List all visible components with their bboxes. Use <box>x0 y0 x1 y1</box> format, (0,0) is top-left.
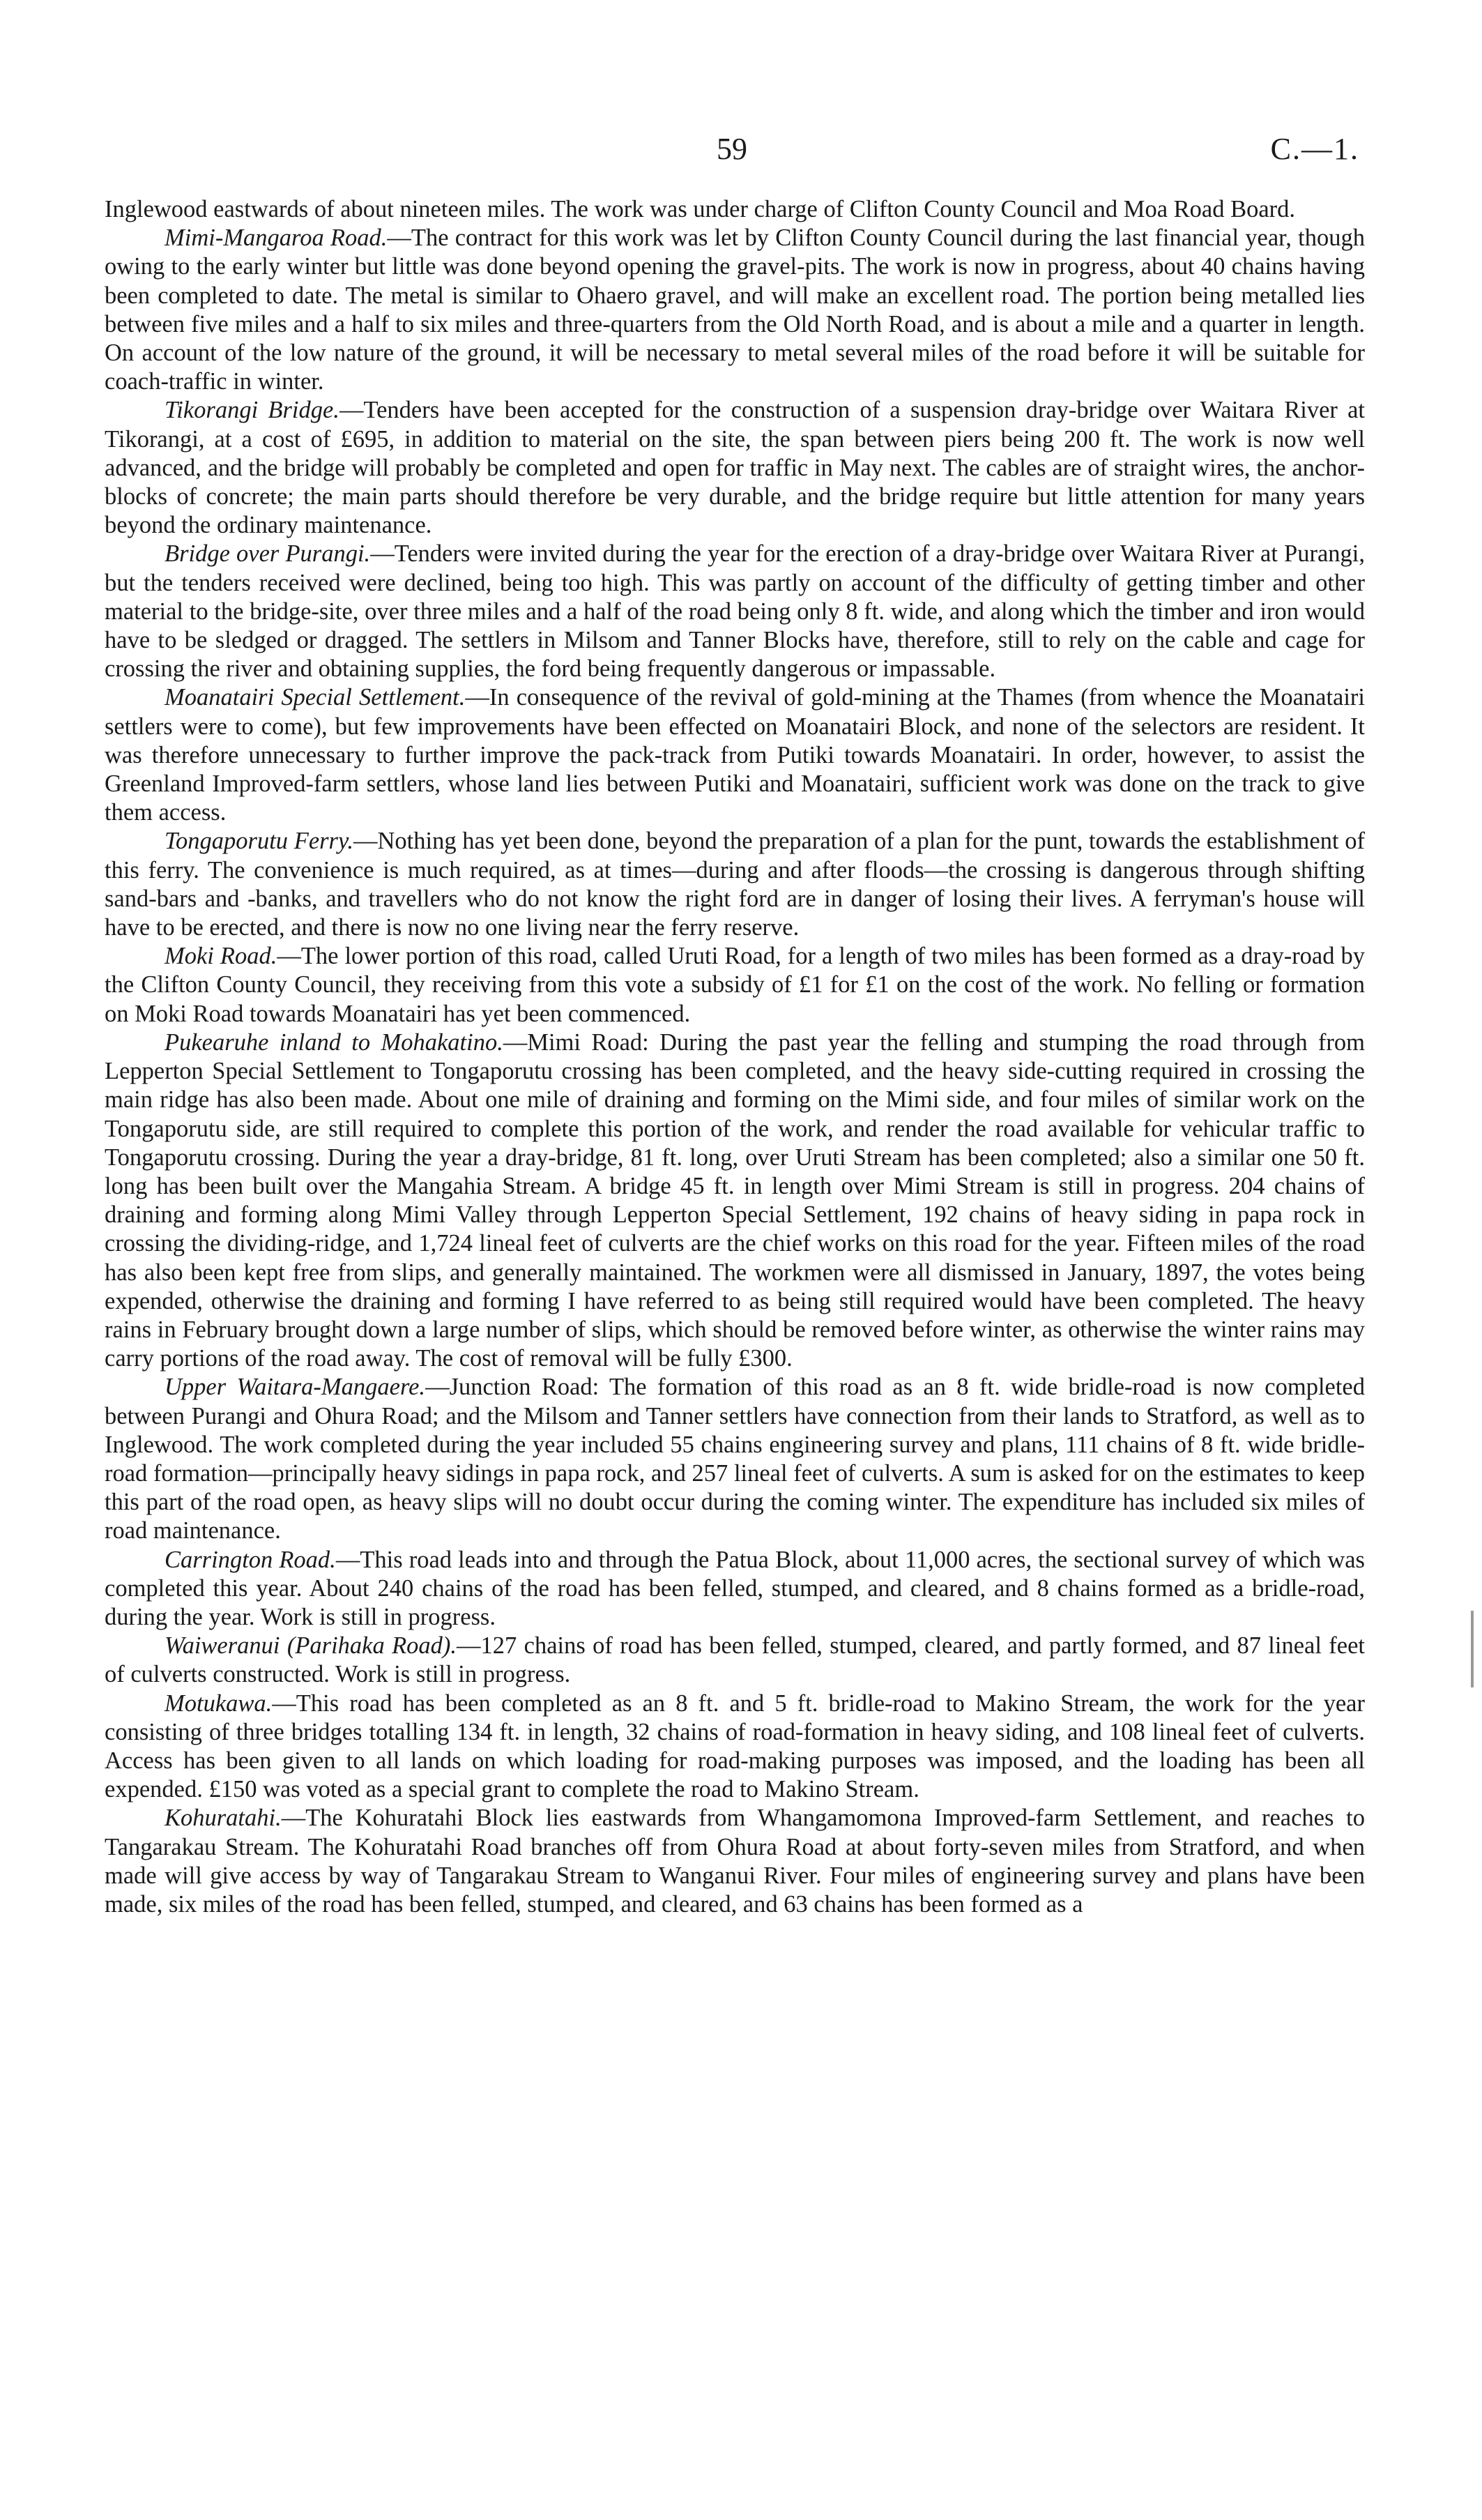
scan-margin-mark <box>1471 1611 1474 1687</box>
paragraph-heading: Tongaporutu Ferry. <box>165 828 354 855</box>
paragraph <box>105 540 1365 683</box>
paragraph <box>105 1632 1365 1689</box>
body-text <box>105 195 1365 1919</box>
paragraph <box>105 195 1365 224</box>
paragraph-heading: Pukearuhe inland to Mohakatino. <box>165 1029 503 1056</box>
paragraph <box>105 1373 1365 1545</box>
paragraph-text: —This road leads into and through the Patua Block, about 11,000 acres, the sectional survey of which was completed this year. About 240 chains of the road has been felled, stumped, and cleared, and 8 chains formed as a bridle-road, during the year. Work is still in progress. <box>105 1546 1365 1630</box>
paragraph <box>105 224 1365 396</box>
paragraph-heading: Bridge over Purangi. <box>165 540 371 568</box>
paragraph <box>105 1690 1365 1805</box>
paragraph-text: —The Kohuratahi Block lies eastwards from Whangamomona Improved-farm Settlement, and reaches to Tangarakau Stream. The Kohuratahi Road branches off from Ohura Road at about forty-seven miles from Stratford, and when made will give access by way of Tangarakau Stream to Wanganui River. Four miles of engineering survey and plans have been made, six miles of the road has been felled, stumped, and cleared, and 63 chains has been formed as a <box>105 1805 1365 1918</box>
paragraph <box>105 1029 1365 1373</box>
paragraph-heading: Waiweranui (Parihaka Road). <box>165 1632 457 1660</box>
paragraph <box>105 827 1365 942</box>
paragraph-text: —127 chains of road has been felled, stumped, cleared, and partly formed, and 87 lineal feet of culverts constructed. Work is still in progress. <box>105 1632 1365 1688</box>
paragraph-text: —Mimi Road: During the past year the felling and stumping the road through from Lepperton Special Settlement to Tongaporutu crossing has been completed, and the heavy side-cutting required in crossing the main ridge has also been made. About one mile of draining and forming on the Mimi side, and four miles of similar work on the Tongaporutu side, are still required to complete this portion of the work, and render the road available for vehicular traffic to Tongaporutu crossing. During the year a dray-bridge, 81 ft. long, over Uruti Stream has been completed; also a similar one 50 ft. long has been built over the Mangahia Stream. A bridge 45 ft. in length over Mimi Stream is still in progress. 204 chains of draining and forming along Mimi Valley through Lepperton Special Settlement, 192 chains of heavy siding in papa rock in crossing the dividing-ridge, and 1,724 lineal feet of culverts are the chief works on this road for the year. Fifteen miles of the road has also been kept free from slips, and generally maintained. The workmen were all dismissed in January, 1897, the votes being expended, otherwise the draining and forming I have referred to as being still required would have been completed. The heavy rains in February brought down a large number of slips, which should be removed before winter, as otherwise the winter rains may carry portions of the road away. The cost of removal will be fully £300. <box>105 1029 1365 1372</box>
paragraph <box>105 396 1365 540</box>
paragraph-text: —The lower portion of this road, called Uruti Road, for a length of two miles has been formed as a dray-road by the Clifton County Council, they receiving from this vote a subsidy of £1 for £1 on the cost of the work. No felling or formation on Moki Road towards Moanatairi has yet been commenced. <box>105 943 1365 1027</box>
paragraph-text: —Junction Road: The formation of this road as an 8 ft. wide bridle-road is now completed between Purangi and Ohura Road; and the Milsom and Tanner settlers have connection from their lands to Stratford, as well as to Inglewood. The work completed during the year included 55 chains engineering survey and plans, 111 chains of 8 ft. wide bridle-road formation—principally heavy sidings in papa rock, and 257 lineal feet of culverts. A sum is asked for on the estimates to keep this part of the road open, as heavy slips will no doubt occur during the coming winter. The expenditure has included six miles of road maintenance. <box>105 1374 1365 1544</box>
paragraph-text: —Tenders were invited during the year for the erection of a dray-bridge over Waitara River at Purangi, but the tenders received were declined, being too high. This was partly on account of the difficulty of getting timber and other material to the bridge-site, over three miles and a half of the road being only 8 ft. wide, and along which the timber and iron would have to be sledged or dragged. The settlers in Milsom and Tanner Blocks have, therefore, still to rely on the cable and cage for crossing the river and obtaining supplies, the ford being frequently dangerous or impassable. <box>105 540 1365 683</box>
paragraph-text: —Nothing has yet been done, beyond the preparation of a plan for the punt, towards the establishment of this ferry. The convenience is much required, as at times—during and after floods—the crossing is dangerous through shifting sand-bars and -banks, and travellers who do not know the right ford are in danger of losing their lives. A ferryman's house will have to be erected, and there is now no one living near the ferry reserve. <box>105 828 1365 941</box>
paragraph-heading: Moki Road. <box>165 943 277 970</box>
paragraph-text: —Tenders have been accepted for the construction of a suspension dray-bridge over Waitara River at Tikorangi, at a cost of £695, in addition to material on the site, the span between piers being 200 ft. The work is now well advanced, and the bridge will probably be completed and open for traffic in May next. The cables are of straight wires, the anchor-blocks of concrete; the main parts should therefore be very durable, and the bridge require but little attention for many years beyond the ordinary maintenance. <box>105 397 1365 539</box>
paragraph-heading: Upper Waitara-Mangaere. <box>165 1374 426 1401</box>
paragraph-heading: Tikorangi Bridge. <box>165 397 339 424</box>
paragraph <box>105 683 1365 827</box>
paragraph-heading: Kohuratahi. <box>165 1805 282 1832</box>
paragraph-heading: Motukawa. <box>165 1690 273 1717</box>
paragraph-heading: Carrington Road. <box>165 1546 336 1573</box>
document-reference: C.—1. <box>1270 132 1359 166</box>
paragraph-heading: Moanatairi Special Settlement. <box>165 684 466 711</box>
page-number: 59 <box>717 132 747 166</box>
paragraph <box>105 942 1365 1029</box>
paragraph <box>105 1804 1365 1919</box>
paragraph-text: —The contract for this work was let by Clifton County Council during the last financial year, though owing to the early winter but little was done beyond opening the gravel-pits. The work is now in progress, about 40 chains having been completed to date. The metal is similar to Ohaero gravel, and will make an excellent road. The portion being metalled lies between five miles and a half to six miles and three-quarters from the Old North Road, and is about a mile and a quarter in length. On account of the low nature of the ground, it will be necessary to metal several miles of the road before it will be suitable for coach-traffic in winter. <box>105 225 1365 395</box>
paragraph-heading: Mimi-Mangaroa Road. <box>165 225 388 252</box>
paragraph-text: —In consequence of the revival of gold-mining at the Thames (from whence the Moanatairi settlers were to come), but few improvements have been effected on Moanatairi Block, and none of the selectors are resident. It was therefore unnecessary to further improve the pack-track from Putiki towards Moanatairi. In order, however, to assist the Greenland Improved-farm settlers, whose land lies between Putiki and Moanatairi, sufficient work was done on the track to give them access. <box>105 684 1366 826</box>
paragraph <box>105 1546 1365 1632</box>
paragraph-text: Inglewood eastwards of about nineteen miles. The work was under charge of Clifton County Council and Moa Road Board. <box>105 196 1296 222</box>
paragraph-text: —This road has been completed as an 8 ft. and 5 ft. bridle-road to Makino Stream, the work for the year consisting of three bridges totalling 134 ft. in length, 32 chains of road-formation in heavy siding, and 108 lineal feet of culverts. Access has been given to all lands on which loading for road-making purposes was imposed, and the loading has been all expended. £150 was voted as a special grant to complete the road to Makino Stream. <box>105 1690 1365 1803</box>
